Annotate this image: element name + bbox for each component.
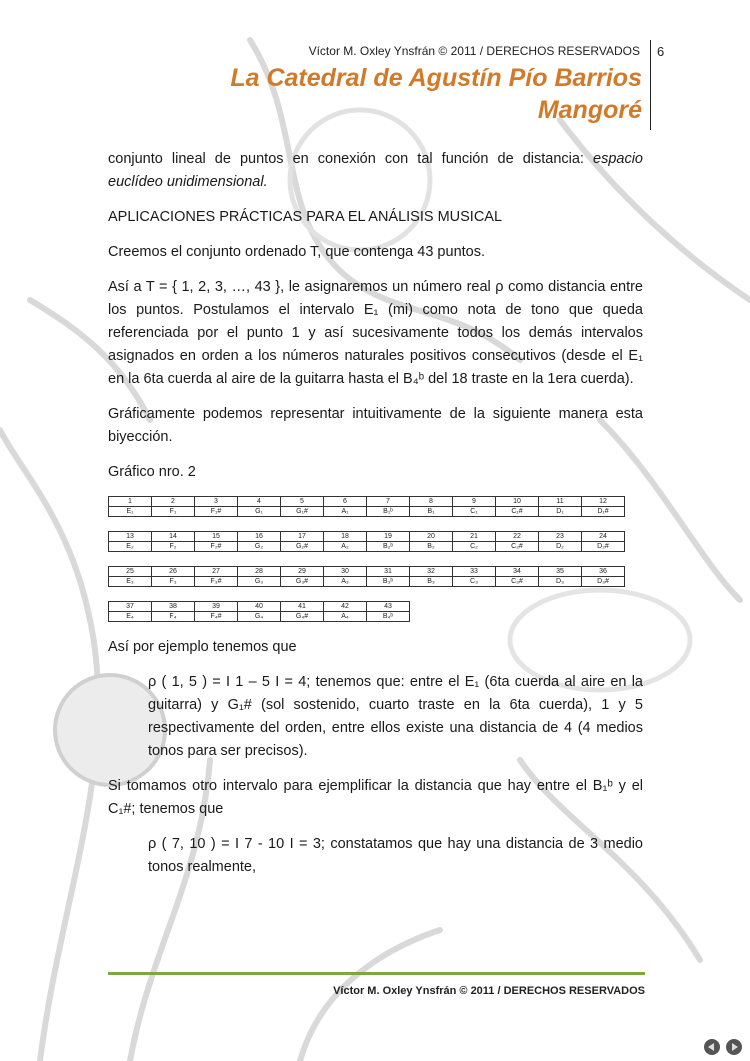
table-row-numbers [109,602,410,612]
point-number-cell: 25 [109,567,152,577]
note-cell: F₄# [195,612,238,622]
paragraph-3: Así a T = { 1, 2, 3, …, 43 }, le asignaremos un número real ρ como distancia entre los puntos. Postulamos el intervalo E₁ (mi) como nota de tono que queda referenciada por el punto 1 y así sucesivamente todos los demás intervalos asignados en orden a los números naturales positivos consecutivos (desde el E₁ en la 6ta cuerda al aire de la guitarra hasta el B₄ᵇ del 18 traste en la 1era cuerda). [108,279,643,387]
point-number-cell: 21 [453,532,496,542]
note-cell: A₂ [324,542,367,552]
note-cell: G₃ [238,577,281,587]
point-number-cell: 18 [324,532,367,542]
note-cell: B₄ᵇ [367,612,410,622]
footer-text: Víctor M. Oxley Ynsfrán © 2011 / DERECHOS RESERVADOS [333,985,645,997]
point-number-cell: 32 [410,567,453,577]
document-title [230,62,642,126]
point-number-cell: 42 [324,602,367,612]
paragraph-5: Así por ejemplo tenemos que [108,639,297,655]
mapping-table-1 [108,496,625,517]
point-number-cell: 16 [238,532,281,542]
paragraph-1 [108,148,643,194]
point-number-cell: 35 [539,567,582,577]
title-line-2: Mangoré [537,96,642,124]
note-cell: C₃# [496,577,539,587]
note-cell: D₁ [539,507,582,517]
mapping-table-4 [108,601,410,622]
note-cell: B₃ᵇ [367,577,410,587]
point-number-cell: 36 [582,567,625,577]
paragraph-7: Si tomamos otro intervalo para ejemplificar la distancia que hay entre el B₁ᵇ y el C₁#; tenemos que [108,778,643,817]
note-cell: F₁ [152,507,195,517]
note-cell: A₃ [324,577,367,587]
page-number: 6 [657,44,665,59]
paragraph-4: Gráficamente podemos representar intuitivamente de la siguiente manera esta biyección. [108,406,643,445]
table-row-notes [109,542,625,552]
point-number-cell: 41 [281,602,324,612]
mapping-table-3 [108,566,625,587]
header-divider [650,40,651,130]
point-number-cell: 34 [496,567,539,577]
point-number-cell: 10 [496,497,539,507]
point-number-cell: 15 [195,532,238,542]
note-cell: F₃# [195,577,238,587]
note-cell: D₂# [582,542,625,552]
body-text [108,148,643,891]
point-number-cell: 12 [582,497,625,507]
note-cell: G₁ [238,507,281,517]
point-number-cell: 38 [152,602,195,612]
point-number-cell: 8 [410,497,453,507]
note-cell: D₃ [539,577,582,587]
point-number-cell: 30 [324,567,367,577]
point-number-cell: 33 [453,567,496,577]
point-number-cell: 11 [539,497,582,507]
note-cell: G₂ [238,542,281,552]
note-cell: E₁ [109,507,152,517]
point-number-cell: 1 [109,497,152,507]
table-row-numbers [109,497,625,507]
title-line-1: La Catedral de Agustín Pío Barrios [230,64,642,92]
mapping-table-2 [108,531,625,552]
point-number-cell: 43 [367,602,410,612]
note-cell: B₁ [410,507,453,517]
note-cell: C₁# [496,507,539,517]
point-number-cell: 26 [152,567,195,577]
point-number-cell: 19 [367,532,410,542]
note-cell: B₁ᵇ [367,507,410,517]
section-heading: APLICACIONES PRÁCTICAS PARA EL ANÁLISIS MUSICAL [108,209,503,225]
note-cell: C₃ [453,577,496,587]
paragraph-2: Creemos el conjunto ordenado T, que contenga 43 puntos. [108,244,485,260]
point-number-cell: 6 [324,497,367,507]
figure-caption: Gráfico nro. 2 [108,464,196,480]
point-number-cell: 31 [367,567,410,577]
header-author-line: Víctor M. Oxley Ynsfrán © 2011 / DERECHOS RESERVADOS [308,44,640,58]
point-number-cell: 24 [582,532,625,542]
point-number-cell: 4 [238,497,281,507]
note-cell: G₃# [281,577,324,587]
note-cell: G₄# [281,612,324,622]
corner-nav-icons[interactable] [700,1037,748,1057]
note-cell: F₂ [152,542,195,552]
point-number-cell: 13 [109,532,152,542]
table-row-numbers [109,567,625,577]
note-cell: F₂# [195,542,238,552]
note-cell: B₂ [410,542,453,552]
note-cell: G₄ [238,612,281,622]
note-cell: G₁# [281,507,324,517]
note-cell: A₄ [324,612,367,622]
note-cell: B₂ᵇ [367,542,410,552]
note-cell: A₁ [324,507,367,517]
point-number-cell: 17 [281,532,324,542]
table-row-numbers [109,532,625,542]
note-cell: F₄ [152,612,195,622]
footer-rule [108,972,645,975]
point-number-cell: 7 [367,497,410,507]
point-number-cell: 5 [281,497,324,507]
point-number-cell: 39 [195,602,238,612]
point-number-cell: 14 [152,532,195,542]
paragraph-8: ρ ( 7, 10 ) = I 7 - 10 I = 3; constatamos que hay una distancia de 3 medio tonos realmente, [148,836,643,875]
table-row-notes [109,507,625,517]
note-cell: B₃ [410,577,453,587]
paragraph-1-text: conjunto lineal de puntos en conexión con tal función de distancia: [108,151,594,167]
note-cell: C₂ [453,542,496,552]
note-cell: D₁# [582,507,625,517]
point-number-cell: 22 [496,532,539,542]
note-cell: D₃# [582,577,625,587]
note-cell: E₃ [109,577,152,587]
point-number-cell: 29 [281,567,324,577]
note-cell: D₂ [539,542,582,552]
table-row-notes [109,577,625,587]
point-number-cell: 37 [109,602,152,612]
table-row-notes [109,612,410,622]
point-number-cell: 40 [238,602,281,612]
note-cell: F₁# [195,507,238,517]
point-number-cell: 2 [152,497,195,507]
point-number-cell: 9 [453,497,496,507]
point-number-cell: 3 [195,497,238,507]
point-number-cell: 27 [195,567,238,577]
paragraph-6: ρ ( 1, 5 ) = I 1 – 5 I = 4; tenemos que: entre el E₁ (6ta cuerda al aire en la guitarra) y G₁# (sol sostenido, cuarto traste en la 6ta cuerda), 1 y 5 respectivamente del orden, entre ellos existe una distancia de 4 (4 medios tonos para ser precisos). [148,674,643,759]
point-number-cell: 20 [410,532,453,542]
note-cell: C₁ [453,507,496,517]
point-number-cell: 28 [238,567,281,577]
note-mapping-tables [108,496,643,622]
note-cell: C₂# [496,542,539,552]
point-number-cell: 23 [539,532,582,542]
paragraph-1-italic: espacio euclídeo unidimensional. [108,151,643,190]
note-cell: F₃ [152,577,195,587]
note-cell: G₂# [281,542,324,552]
note-cell: E₂ [109,542,152,552]
note-cell: E₄ [109,612,152,622]
